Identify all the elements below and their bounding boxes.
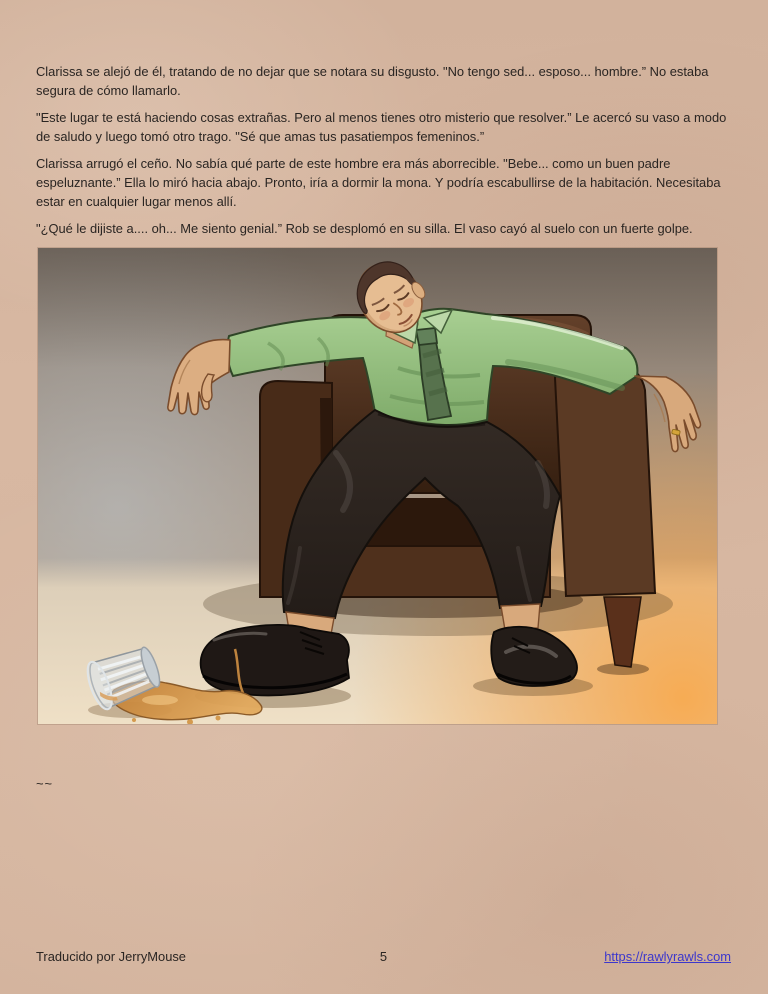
left-shoe — [201, 625, 349, 696]
story-paragraph: Clarissa arrugó el ceño. No sabía qué parte de este hombre era más aborrecible. "Bebe... como un buen padre espeluznante.” Ella lo miró hacia abajo. Pronto, iría a dormir la mona. Y podría escabullirse de la habitación. Necesitaba estar en cualquier lugar menos allí. — [36, 156, 721, 209]
story-paragraph: Clarissa se alejó de él, tratando de no dejar que se notara su disgusto. "No tengo sed... esposo... hombre.” No estaba segura de cómo llamarlo. — [36, 64, 709, 98]
story-paragraph: "Este lugar te está haciendo cosas extrañas. Pero al menos tienes otro misterio que resolver.” Le acercó su vaso a modo de saludo y luego tomó otro trago. "Sé que amas tus pasatiempos femeninos.” — [36, 110, 727, 144]
story-paragraph: "¿Qué le dijiste a.... oh... Me siento genial.” Rob se desplomó en su silla. El vaso cayó al suelo con un fuerte golpe. — [36, 221, 693, 237]
page-number: 5 — [379, 949, 388, 964]
story-illustration — [38, 248, 717, 724]
section-break: ~~ — [36, 776, 54, 791]
page-footer — [36, 949, 731, 969]
translator-credit: Traducido por JerryMouse — [36, 949, 186, 964]
footer-link[interactable]: https://rawlyrawls.com — [604, 949, 731, 964]
story-text-block — [36, 63, 731, 248]
